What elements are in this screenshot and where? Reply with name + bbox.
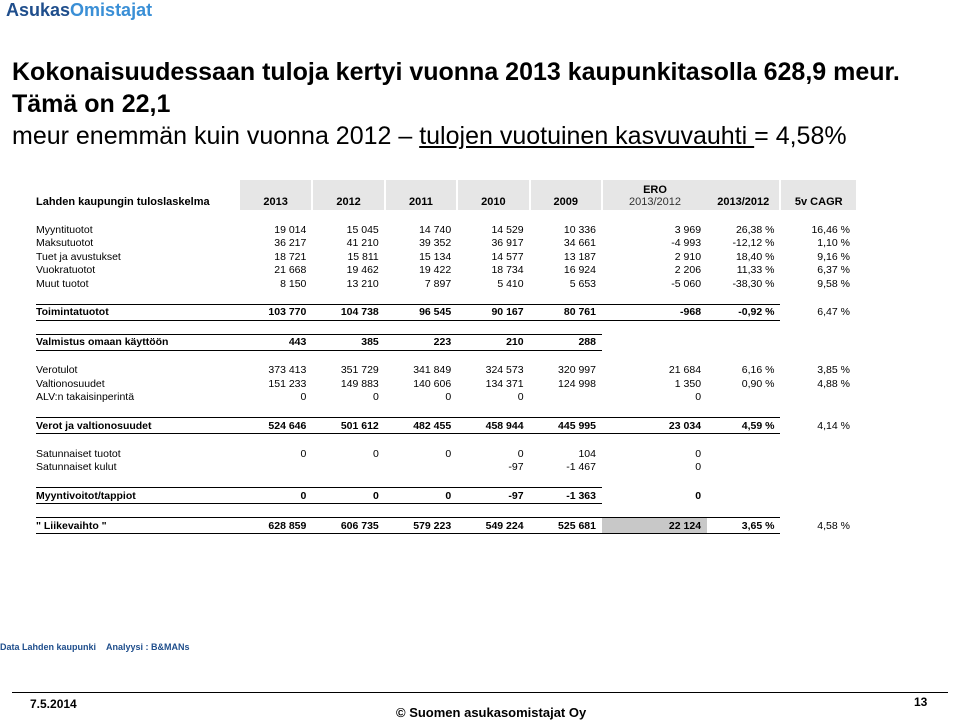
- page-number: 13: [914, 695, 928, 709]
- value-cell: 320 997: [558, 364, 596, 377]
- value-cell: -1 363: [530, 488, 602, 504]
- row-label: Valtionosuudet: [36, 377, 105, 390]
- value-cell: -97: [508, 461, 524, 474]
- value-cell: 223: [385, 334, 457, 350]
- title-line2c: = 4,58%: [754, 122, 847, 150]
- cagr-cell: 4,88 %: [817, 377, 850, 390]
- footer-copyright: © Suomen asukasomistajat Oy: [396, 705, 587, 720]
- table-row: [36, 264, 856, 278]
- value-cell: 14 529: [491, 223, 524, 236]
- value-cell: 0: [300, 391, 307, 404]
- row-label: Myyntituotot: [36, 223, 93, 236]
- brand-part1: Asukas: [6, 0, 71, 20]
- header-ero: [602, 180, 707, 210]
- cagr-cell: 1,10 %: [817, 237, 850, 250]
- value-cell: 0: [240, 488, 312, 504]
- pct-cell: 18,40 %: [735, 250, 775, 263]
- cagr-cell: 16,46 %: [811, 223, 850, 236]
- pct-cell: [707, 488, 780, 504]
- value-cell: 16 924: [563, 264, 596, 277]
- title-line2: [12, 120, 952, 152]
- brand-part2: Omistajat: [70, 0, 153, 20]
- value-cell: 13 187: [563, 250, 596, 263]
- value-cell: 13 210: [346, 277, 379, 290]
- pct-cell: 11,33 %: [736, 264, 775, 277]
- value-cell: 103 770: [240, 304, 312, 320]
- cagr-cell: 4,58 %: [817, 519, 850, 532]
- header-label: Lahden kaupungin tuloslaskelma: [36, 196, 210, 208]
- value-cell: 0: [312, 488, 384, 504]
- total-row: [36, 518, 856, 534]
- total-row: [36, 334, 856, 350]
- table-row: [36, 223, 856, 237]
- value-cell: 96 545: [385, 304, 457, 320]
- pct-cell: [707, 461, 780, 475]
- value-cell: [385, 461, 457, 475]
- value-cell: 579 223: [385, 518, 457, 534]
- table-row: [36, 391, 856, 405]
- header-year: 2012: [312, 180, 384, 210]
- cagr-cell: 4,14 %: [817, 419, 850, 432]
- ero-cell: -5 060: [671, 277, 702, 290]
- value-cell: 140 606: [413, 377, 452, 390]
- footer-divider: [12, 692, 948, 693]
- value-cell: 443: [240, 334, 312, 350]
- spacer-row: [36, 350, 856, 364]
- value-cell: 5 410: [497, 277, 524, 290]
- cagr-cell: 3,85 %: [817, 364, 850, 377]
- cagr-cell: 6,37 %: [817, 264, 850, 277]
- value-cell: 104: [578, 447, 596, 460]
- value-cell: 0: [372, 391, 379, 404]
- value-cell: 39 352: [419, 237, 452, 250]
- cagr-cell: 9,16 %: [817, 250, 850, 263]
- row-label: Satunnaiset kulut: [36, 461, 117, 474]
- value-cell: [530, 391, 602, 405]
- spacer-row: [36, 474, 856, 488]
- value-cell: 18 721: [274, 250, 307, 263]
- spacer-cell: [36, 291, 856, 305]
- value-cell: 151 233: [268, 377, 307, 390]
- row-label: ALV:n takaisinperintä: [36, 391, 135, 404]
- value-cell: 385: [312, 334, 384, 350]
- value-cell: 80 761: [530, 304, 602, 320]
- value-cell: 458 944: [457, 418, 529, 434]
- value-cell: 15 811: [347, 250, 379, 263]
- row-label: Vuokratuotot: [36, 264, 96, 277]
- row-label: " Liikevaihto ": [36, 518, 240, 534]
- value-cell: 549 224: [457, 518, 529, 534]
- brand-logo: [6, 0, 152, 21]
- value-cell: 8 150: [280, 277, 307, 290]
- value-cell: 501 612: [312, 418, 384, 434]
- value-cell: 15 045: [346, 223, 379, 236]
- pct-cell: [707, 334, 780, 350]
- value-cell: 19 422: [419, 264, 452, 277]
- table-row: [36, 377, 856, 391]
- ero-cell: 0: [695, 461, 702, 474]
- value-cell: 5 653: [569, 277, 596, 290]
- row-label: Valmistus omaan käyttöön: [36, 334, 240, 350]
- row-label: Myyntivoitot/tappiot: [36, 488, 240, 504]
- spacer-cell: [36, 350, 856, 364]
- value-cell: 90 167: [457, 304, 529, 320]
- analysis-credit: Analyysi : B&MANs: [106, 642, 190, 652]
- header-year: 2011: [385, 180, 457, 210]
- ero-cell: 0: [695, 447, 702, 460]
- slide-title: [12, 56, 952, 152]
- data-source: Data Lahden kaupunki: [0, 642, 97, 652]
- value-cell: [312, 461, 384, 475]
- header-year: 2009: [530, 180, 602, 210]
- ero-cell: 0: [695, 391, 702, 404]
- value-cell: 482 455: [385, 418, 457, 434]
- row-label: Tuet ja avustukset: [36, 250, 121, 263]
- spacer-cell: [36, 210, 856, 223]
- row-label: Satunnaiset tuotot: [36, 447, 121, 460]
- value-cell: 14 740: [419, 223, 452, 236]
- pct-cell: 6,16 %: [741, 364, 775, 377]
- spacer-row: [36, 210, 856, 223]
- spacer-row: [36, 404, 856, 418]
- ero-cell: 2 206: [674, 264, 702, 277]
- ero-cell: [602, 334, 707, 350]
- value-cell: 0: [445, 447, 452, 460]
- spacer-row: [36, 434, 856, 448]
- value-cell: 525 681: [530, 518, 602, 534]
- spacer-cell: [36, 474, 856, 488]
- header-year: 2013: [240, 180, 312, 210]
- footer-date: 7.5.2014: [30, 697, 77, 711]
- header-cagr: 5v CAGR: [780, 180, 856, 210]
- value-cell: 7 897: [424, 277, 452, 290]
- value-cell: 18 734: [491, 264, 524, 277]
- value-cell: 0: [372, 447, 379, 460]
- value-cell: 0: [300, 447, 307, 460]
- value-cell: 341 849: [413, 364, 452, 377]
- value-cell: 0: [517, 391, 524, 404]
- value-cell: 14 577: [491, 250, 524, 263]
- pct-cell: 3,65 %: [707, 518, 780, 534]
- spacer-cell: [36, 504, 856, 518]
- ero-cell: -968: [602, 304, 707, 320]
- value-cell: 134 371: [485, 377, 524, 390]
- pct-cell: [707, 391, 780, 405]
- title-line2a: meur enemmän kuin vuonna 2012 –: [12, 122, 420, 150]
- ero-cell: 3 969: [674, 223, 702, 236]
- value-cell: 10 336: [563, 223, 596, 236]
- spacer-cell: [36, 434, 856, 448]
- ero-cell: 21 684: [668, 364, 702, 377]
- table-row: [36, 447, 856, 461]
- row-label: Toimintatuotot: [36, 304, 240, 320]
- ero-cell: 23 034: [602, 418, 707, 434]
- cagr-cell: [780, 488, 856, 504]
- header-ero-sub: 2013/2012: [629, 196, 682, 208]
- value-cell: 606 735: [312, 518, 384, 534]
- cagr-cell: 9,58 %: [817, 277, 850, 290]
- title-line2b: tulojen vuotuinen kasvuvauhti: [419, 122, 755, 150]
- table-header-row: [36, 180, 856, 210]
- ero-cell: 2 910: [674, 250, 702, 263]
- spacer-row: [36, 504, 856, 518]
- value-cell: 445 995: [530, 418, 602, 434]
- ero-cell: 22 124: [602, 518, 707, 534]
- cagr-cell: [780, 334, 856, 350]
- value-cell: 0: [517, 447, 524, 460]
- ero-cell: 1 350: [674, 377, 702, 390]
- pct-cell: -0,92 %: [707, 304, 780, 320]
- row-label: Verotulot: [36, 364, 78, 377]
- title-line1: Kokonaisuudessaan tuloja kertyi vuonna 2013 kaupunkitasolla 628,9 meur. Tämä on 22,1: [12, 58, 900, 118]
- value-cell: 124 998: [558, 377, 596, 390]
- value-cell: 288: [530, 334, 602, 350]
- header-ero-title: ERO: [643, 184, 667, 196]
- table-row: [36, 250, 856, 264]
- value-cell: 373 413: [268, 364, 307, 377]
- row-label: Maksutuotot: [36, 237, 94, 250]
- value-cell: 34 661: [563, 237, 596, 250]
- value-cell: 15 134: [419, 250, 452, 263]
- header-pct: 2013/2012: [707, 180, 780, 210]
- value-cell: 104 738: [312, 304, 384, 320]
- value-cell: 149 883: [340, 377, 379, 390]
- value-cell: 0: [445, 391, 452, 404]
- pct-cell: [707, 447, 780, 461]
- value-cell: 36 217: [274, 237, 307, 250]
- value-cell: [240, 461, 312, 475]
- value-cell: 41 210: [346, 237, 379, 250]
- table-row: [36, 277, 856, 291]
- total-row: [36, 304, 856, 320]
- spacer-row: [36, 320, 856, 334]
- value-cell: -97: [457, 488, 529, 504]
- total-row: [36, 418, 856, 434]
- pct-cell: 0,90 %: [741, 377, 775, 390]
- cagr-cell: [780, 391, 856, 405]
- pct-cell: -12,12 %: [732, 237, 775, 250]
- cagr-cell: [780, 447, 856, 461]
- value-cell: 351 729: [340, 364, 379, 377]
- row-label: Muut tuotot: [36, 277, 89, 290]
- value-cell: 0: [385, 488, 457, 504]
- spacer-row: [36, 291, 856, 305]
- value-cell: 19 462: [346, 264, 379, 277]
- cagr-cell: [780, 461, 856, 475]
- spacer-cell: [36, 320, 856, 334]
- header-year: 2010: [457, 180, 529, 210]
- value-cell: 324 573: [485, 364, 524, 377]
- table-row: [36, 237, 856, 251]
- pct-cell: 26,38 %: [735, 223, 775, 236]
- pct-cell: -38,30 %: [732, 277, 775, 290]
- spacer-cell: [36, 404, 856, 418]
- ero-cell: 0: [695, 489, 702, 502]
- row-label: Verot ja valtionosuudet: [36, 418, 240, 434]
- income-statement-table: [36, 180, 856, 534]
- value-cell: 628 859: [240, 518, 312, 534]
- ero-cell: -4 993: [671, 237, 702, 250]
- value-cell: -1 467: [566, 461, 596, 474]
- table-row: [36, 364, 856, 378]
- value-cell: 210: [457, 334, 529, 350]
- pct-cell: 4,59 %: [707, 418, 780, 434]
- table-row: [36, 461, 856, 475]
- source-note: [0, 642, 200, 652]
- value-cell: 19 014: [274, 223, 307, 236]
- total-row: [36, 488, 856, 504]
- value-cell: 524 646: [240, 418, 312, 434]
- value-cell: 21 668: [274, 264, 307, 277]
- cagr-cell: 6,47 %: [817, 306, 850, 318]
- value-cell: 36 917: [491, 237, 524, 250]
